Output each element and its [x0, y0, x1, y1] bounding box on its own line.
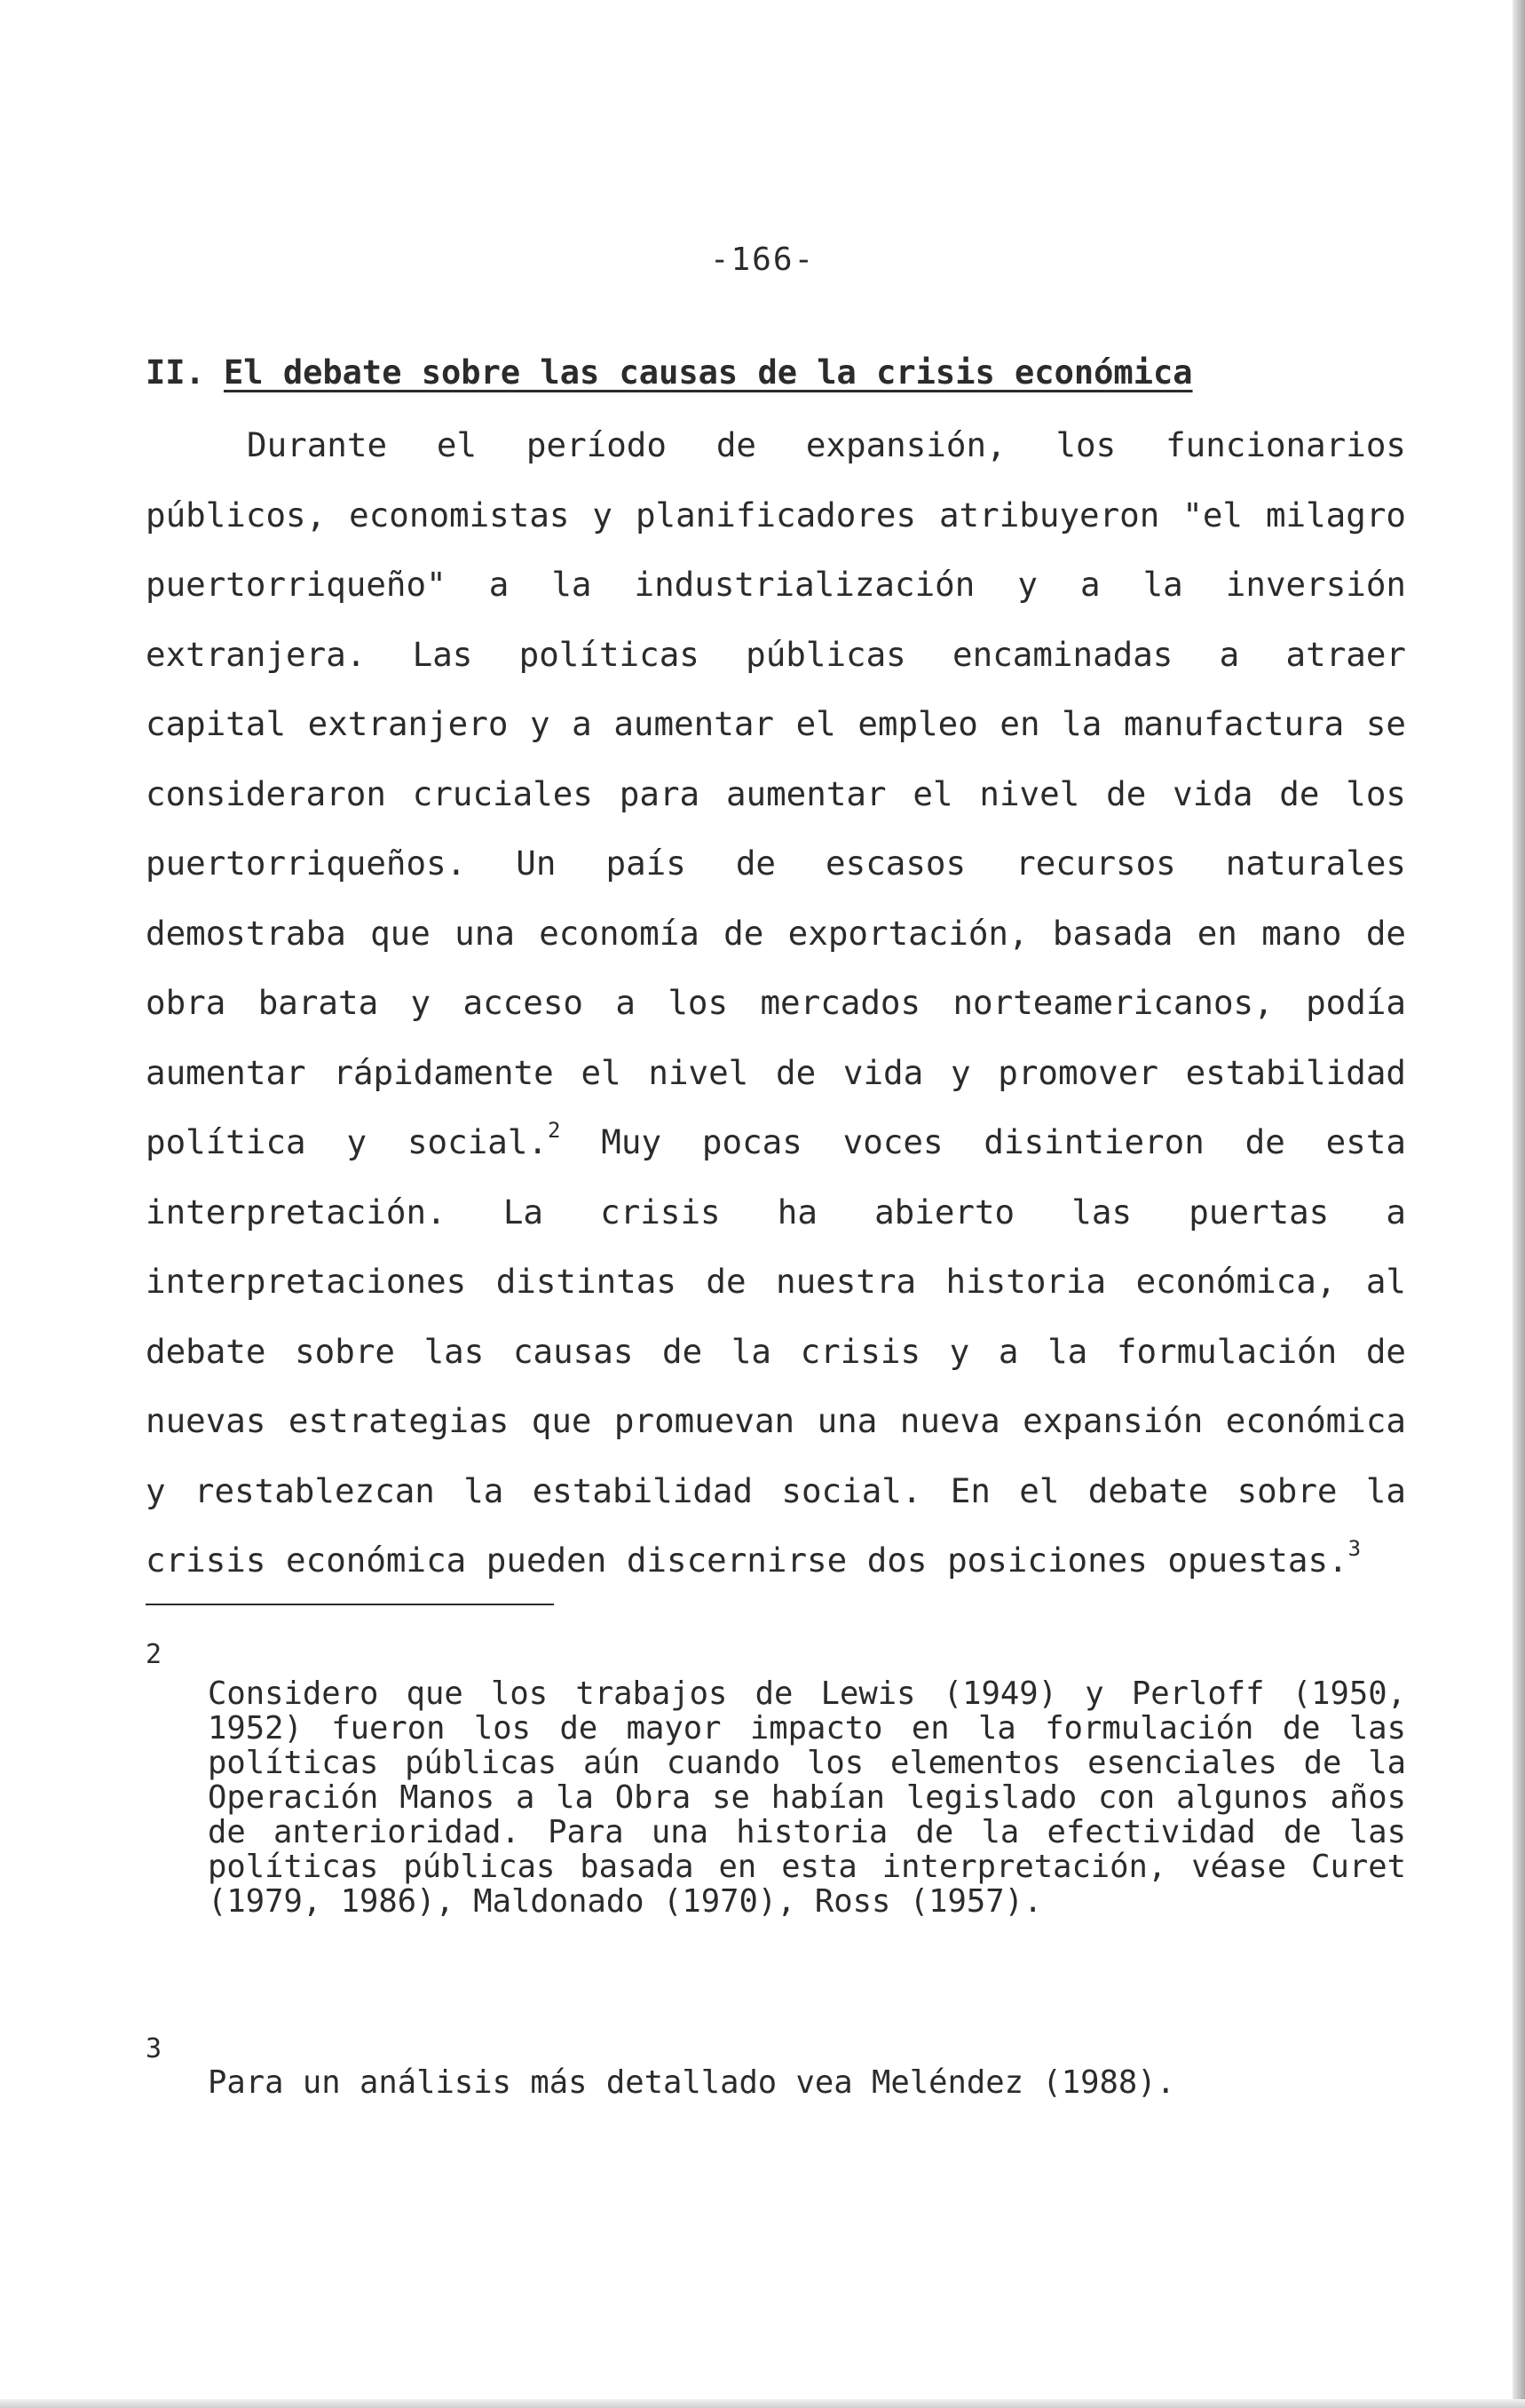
body-text-part2: Muy pocas voces disintieron de esta interpretación. La crisis ha abierto las puertas a interpretaciones distintas de nuestra historia económica, al debate sobre las causas de la crisis y a la formulación de nuevas estrategias que promuevan una nueva expansión económica y restablezcan la estabilidad social. En el debate sobre la crisis económica pueden discernirse dos posiciones opuestas.: [146, 1122, 1406, 1580]
footnote-mark-2: 2: [146, 1639, 162, 1670]
section-heading: [146, 353, 1193, 392]
body-paragraph: [146, 410, 1406, 1596]
scan-edge-bottom: [0, 2399, 1525, 2408]
scan-edge-right: [1513, 0, 1525, 2408]
section-title: El debate sobre las causas de la crisis económica: [224, 353, 1193, 392]
footnote-mark-3: 3: [146, 2033, 162, 2064]
footnote-text-2: Considero que los trabajos de Lewis (1949) y Perloff (1950, 1952) fueron los de mayor impacto en la formulación de las políticas públicas aún cuando los elementos esenciales de la Operación Manos a la Obra se habían legislado con algunos años de anterioridad. Para una historia de la efectividad de las políticas públicas basada en esta interpretación, véase Curet (1979, 1986), Maldonado (1970), Ross (1957).: [208, 1675, 1406, 1920]
footnote-separator: [146, 1604, 554, 1605]
body-text-part1: Durante el período de expansión, los funcionarios públicos, economistas y planificadores atribuyeron "el milagro puertorriqueño" a la industrialización y a la inversión extranjera. Las políticas públicas encaminadas a atraer capital extranjero y a aumentar el empleo en la manufactura se consideraron cruciales para aumentar el nivel de vida de los puertorriqueños. Un país de escasos recursos naturales demostraba que una economía de exportación, basada en mano de obra barata y acceso a los mercados norteamericanos, podía aumentar rápidamente el nivel de vida y promover estabilidad política y social.: [146, 425, 1406, 1161]
footnote-text-3: Para un análisis más detallado vea Meléndez (1988).: [208, 2064, 1176, 2101]
section-numeral: II.: [146, 353, 205, 392]
footnote-ref-2: 2: [547, 1118, 561, 1143]
footnote-ref-3: 3: [1347, 1536, 1362, 1561]
page-number: -166-: [709, 242, 816, 278]
